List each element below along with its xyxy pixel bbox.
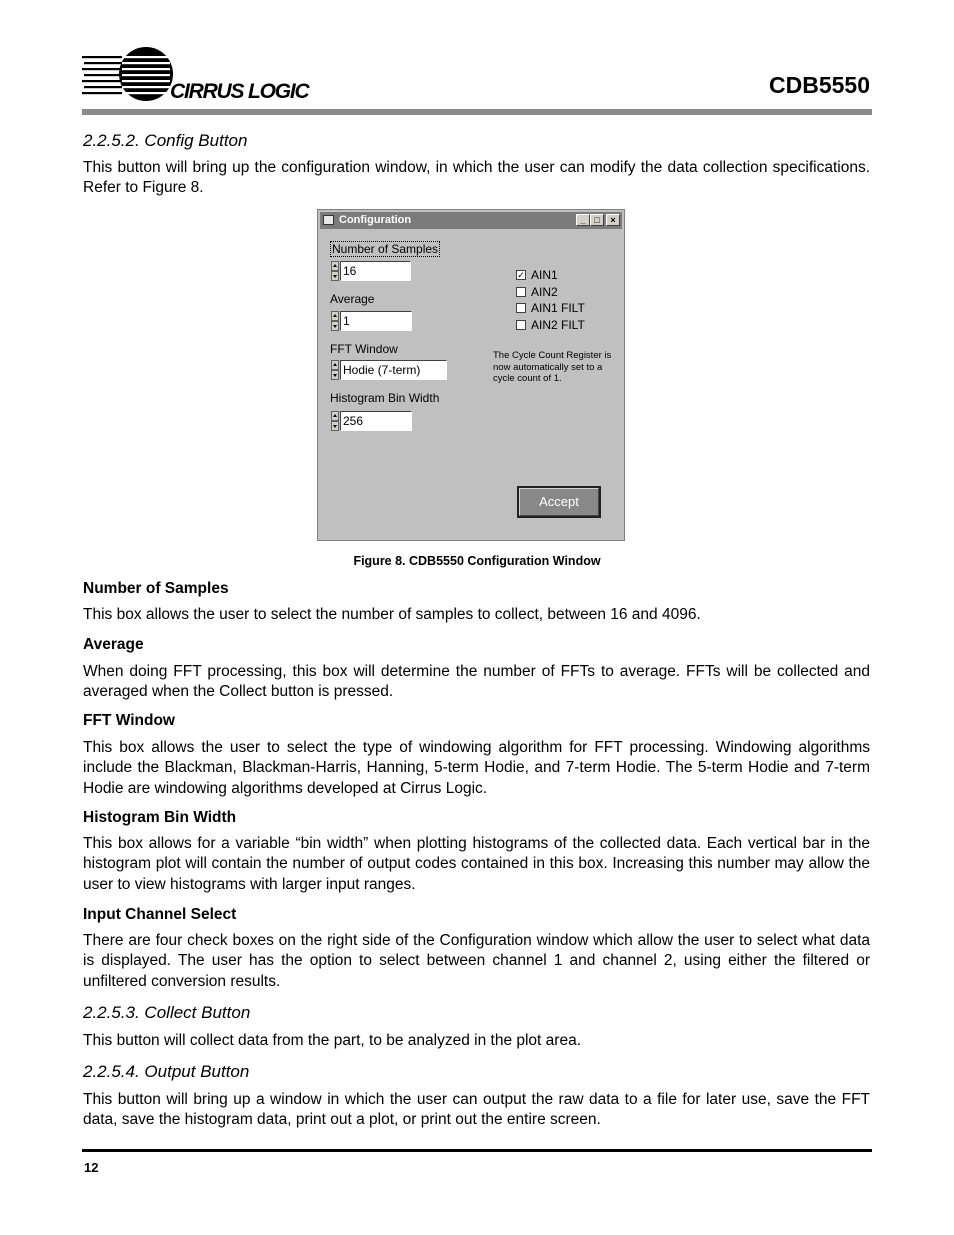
heading-number-of-samples: Number of Samples — [83, 580, 229, 597]
ain2-filt-label: AIN2 FILT — [531, 318, 585, 332]
fft-window-label: FFT Window — [330, 342, 398, 356]
section-heading-collect: 2.2.5.3. Collect Button — [83, 1003, 251, 1022]
ain2-label: AIN2 — [531, 285, 558, 299]
section-heading-output: 2.2.5.4. Output Button — [83, 1062, 250, 1081]
section-heading-config: 2.2.5.2. Config Button — [83, 131, 248, 150]
num-samples-label: Number of Samples — [332, 242, 439, 256]
collect-body: This button will collect data from the part, to be analyzed in the plot area. — [83, 1032, 581, 1049]
minimize-button[interactable]: _ — [576, 214, 590, 226]
accept-button[interactable]: Accept — [517, 486, 601, 518]
heading-average: Average — [83, 636, 144, 653]
page-number: 12 — [84, 1160, 99, 1175]
fft-window-spinner[interactable] — [331, 360, 339, 380]
ain2-checkbox[interactable] — [516, 287, 526, 297]
heading-histogram-bin-width: Histogram Bin Width — [83, 809, 237, 826]
heading-input-channel-select: Input Channel Select — [83, 906, 237, 923]
fft-window-input[interactable]: Hodie (7-term) — [340, 360, 447, 380]
number-of-samples-body: This box allows the user to select the number of samples to collect, between 16 and 4096. — [83, 606, 701, 623]
input-channel-select-body: There are four check boxes on the right side of the Configuration window which allow the user to select what data is displayed. The user has the option to select between channel 1 and channel 2, using either the filtered or unfiltered conversion results. — [83, 932, 870, 990]
config-intro: This button will bring up the configuration window, in which the user can modify the data collection specifications. Refer to Figure 8. — [83, 159, 870, 197]
window-title: Configuration — [339, 214, 412, 226]
logo-text: CIRRUS LOGIC — [170, 80, 309, 103]
hist-bin-input[interactable]: 256 — [340, 411, 412, 431]
hist-bin-label: Histogram Bin Width — [330, 391, 440, 405]
average-input[interactable]: 1 — [340, 311, 412, 331]
ain1-filt-label: AIN1 FILT — [531, 301, 585, 315]
histogram-bin-width-body: This box allows for a variable “bin width” when plotting histograms of the collected data. Each vertical bar in the histogram plot will contain the number of output codes contained in this box. Increasing this number may allow the user to view histograms with larger input ranges. — [83, 835, 870, 893]
output-body: This button will bring up a window in which the user can output the raw data to a file for later use, save the FFT data, save the histogram data, print out a plot, or print out the entire screen. — [83, 1091, 870, 1129]
ain2-filt-checkbox[interactable] — [516, 320, 526, 330]
header-rule — [82, 109, 872, 115]
num-samples-input[interactable]: 16 — [340, 261, 411, 281]
window-titlebar — [320, 212, 622, 229]
close-button[interactable]: × — [606, 214, 620, 226]
figure-caption: Figure 8. CDB5550 Configuration Window — [353, 554, 601, 568]
footer-rule — [82, 1149, 872, 1152]
ain1-label: AIN1 — [531, 268, 558, 282]
cycle-count-note: The Cycle Count Register is now automatically set to a cycle count of 1. — [493, 350, 612, 384]
cirrus-logic-logo — [82, 46, 332, 106]
num-samples-spinner[interactable] — [331, 261, 339, 281]
maximize-button[interactable]: □ — [590, 214, 604, 226]
heading-fft-window: FFT Window — [83, 712, 175, 729]
app-icon — [323, 215, 334, 225]
average-body: When doing FFT processing, this box will determine the number of FFTs to average. FFTs will be collected and averaged when the Collect button is pressed. — [83, 663, 870, 701]
average-label: Average — [330, 292, 375, 306]
ain1-checkbox[interactable]: ✓ — [517, 270, 525, 280]
ain1-filt-checkbox[interactable] — [516, 303, 526, 313]
average-spinner[interactable] — [331, 311, 339, 331]
document-id: CDB5550 — [769, 72, 870, 98]
fft-window-body: This box allows the user to select the type of windowing algorithm for FFT processing. Windowing algorithms include the Blackman, Blackman-Harris, Hanning, 5-term Hodie, and 7-term Hodie. The 5-term Hodie and 7-term Hodie are windowing algorithms developed at Cirrus Logic. — [83, 739, 870, 797]
configuration-window — [317, 209, 625, 541]
hist-bin-spinner[interactable] — [331, 411, 339, 431]
